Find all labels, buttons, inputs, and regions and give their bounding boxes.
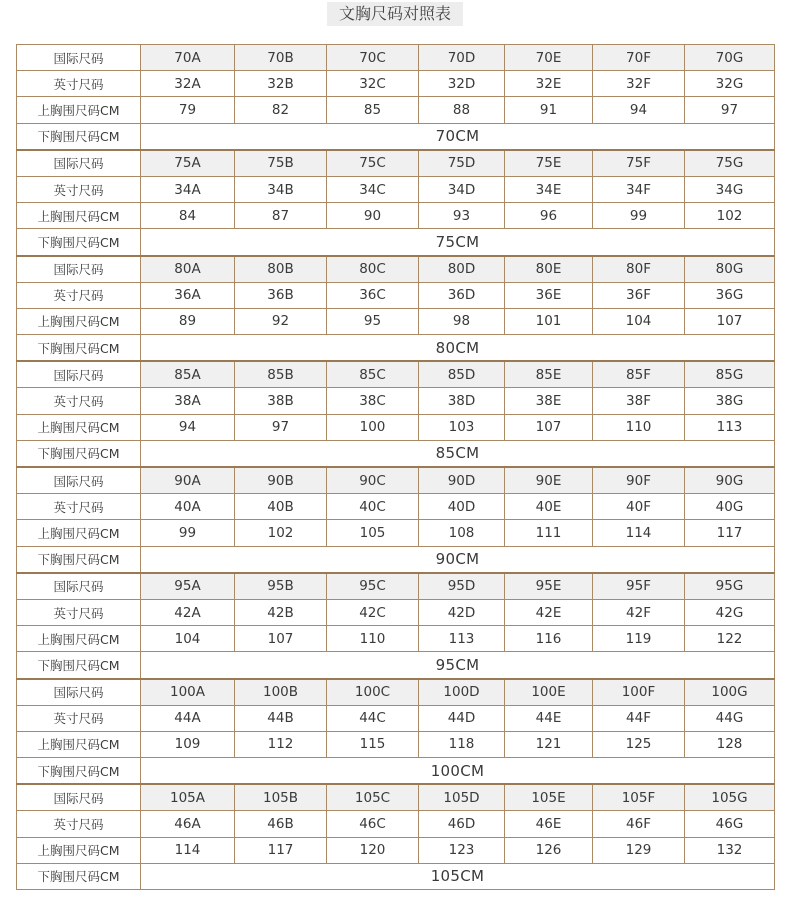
cell-over: 95 (327, 308, 419, 334)
cell-under: 80CM (141, 335, 775, 362)
cell-intl: 75D (419, 150, 505, 177)
cell-over: 129 (593, 837, 685, 863)
cell-inch: 44D (419, 705, 505, 731)
cell-inch: 36D (419, 282, 505, 308)
row-under (17, 440, 775, 467)
cell-intl: 95G (685, 573, 775, 600)
row-label-intl: 国际尺码 (17, 150, 141, 177)
cell-intl: 95F (593, 573, 685, 600)
cell-inch: 40B (235, 494, 327, 520)
row-intl (17, 150, 775, 177)
row-intl (17, 784, 775, 811)
cell-intl: 90G (685, 467, 775, 494)
cell-intl: 80A (141, 256, 235, 283)
cell-inch: 44G (685, 705, 775, 731)
row-label-intl: 国际尺码 (17, 256, 141, 283)
cell-over: 88 (419, 97, 505, 123)
row-label-over: 上胸围尺码CM (17, 626, 141, 652)
cell-inch: 46B (235, 811, 327, 837)
cell-inch: 38F (593, 388, 685, 414)
cell-intl: 90E (505, 467, 593, 494)
cell-intl: 95E (505, 573, 593, 600)
cell-intl: 90B (235, 467, 327, 494)
cell-under: 95CM (141, 652, 775, 679)
row-label-inch: 英寸尺码 (17, 494, 141, 520)
cell-over: 79 (141, 97, 235, 123)
cell-inch: 46C (327, 811, 419, 837)
cell-inch: 34D (419, 176, 505, 202)
cell-intl: 70E (505, 45, 593, 71)
cell-intl: 85F (593, 361, 685, 388)
cell-intl: 80C (327, 256, 419, 283)
row-label-inch: 英寸尺码 (17, 176, 141, 202)
cell-intl: 80E (505, 256, 593, 283)
cell-inch: 36G (685, 282, 775, 308)
cell-over: 132 (685, 837, 775, 863)
cell-over: 104 (141, 626, 235, 652)
row-intl (17, 45, 775, 71)
cell-inch: 42F (593, 599, 685, 625)
cell-over: 111 (505, 520, 593, 546)
cell-over: 110 (327, 626, 419, 652)
cell-over: 97 (235, 414, 327, 440)
cell-over: 102 (685, 203, 775, 229)
row-label-under: 下胸围尺码CM (17, 335, 141, 362)
row-intl (17, 573, 775, 600)
cell-intl: 70C (327, 45, 419, 71)
row-over (17, 97, 775, 123)
row-label-inch: 英寸尺码 (17, 388, 141, 414)
cell-inch: 46A (141, 811, 235, 837)
cell-inch: 40F (593, 494, 685, 520)
cell-inch: 34G (685, 176, 775, 202)
cell-intl: 85C (327, 361, 419, 388)
cell-intl: 75E (505, 150, 593, 177)
cell-over: 107 (505, 414, 593, 440)
cell-inch: 42G (685, 599, 775, 625)
cell-over: 120 (327, 837, 419, 863)
cell-over: 97 (685, 97, 775, 123)
cell-over: 113 (685, 414, 775, 440)
cell-over: 116 (505, 626, 593, 652)
row-label-intl: 国际尺码 (17, 467, 141, 494)
cell-inch: 34F (593, 176, 685, 202)
row-intl (17, 467, 775, 494)
cell-over: 121 (505, 731, 593, 757)
cell-intl: 85B (235, 361, 327, 388)
cell-inch: 44E (505, 705, 593, 731)
cell-intl: 75C (327, 150, 419, 177)
row-label-under: 下胸围尺码CM (17, 123, 141, 150)
row-label-under: 下胸围尺码CM (17, 440, 141, 467)
cell-over: 94 (593, 97, 685, 123)
row-label-inch: 英寸尺码 (17, 599, 141, 625)
row-label-intl: 国际尺码 (17, 679, 141, 706)
row-label-over: 上胸围尺码CM (17, 731, 141, 757)
row-label-under: 下胸围尺码CM (17, 546, 141, 573)
cell-inch: 44F (593, 705, 685, 731)
cell-over: 85 (327, 97, 419, 123)
row-inch (17, 705, 775, 731)
row-under (17, 229, 775, 256)
row-over (17, 626, 775, 652)
row-label-under: 下胸围尺码CM (17, 758, 141, 785)
cell-over: 82 (235, 97, 327, 123)
cell-over: 99 (141, 520, 235, 546)
cell-inch: 42D (419, 599, 505, 625)
cell-over: 109 (141, 731, 235, 757)
cell-inch: 42A (141, 599, 235, 625)
row-label-over: 上胸围尺码CM (17, 97, 141, 123)
cell-inch: 32A (141, 71, 235, 97)
cell-intl: 90C (327, 467, 419, 494)
cell-over: 107 (685, 308, 775, 334)
cell-inch: 40C (327, 494, 419, 520)
row-under (17, 758, 775, 785)
cell-inch: 34E (505, 176, 593, 202)
cell-intl: 70G (685, 45, 775, 71)
cell-inch: 36C (327, 282, 419, 308)
cell-over: 87 (235, 203, 327, 229)
row-label-inch: 英寸尺码 (17, 282, 141, 308)
row-inch (17, 494, 775, 520)
size-chart-table (16, 44, 775, 890)
row-label-under: 下胸围尺码CM (17, 229, 141, 256)
cell-inch: 46F (593, 811, 685, 837)
cell-under: 105CM (141, 863, 775, 889)
cell-under: 100CM (141, 758, 775, 785)
cell-inch: 32C (327, 71, 419, 97)
row-label-under: 下胸围尺码CM (17, 863, 141, 889)
cell-over: 128 (685, 731, 775, 757)
cell-intl: 80F (593, 256, 685, 283)
row-under (17, 863, 775, 889)
cell-over: 99 (593, 203, 685, 229)
cell-inch: 38E (505, 388, 593, 414)
page-title: 文胸尺码对照表 (327, 2, 463, 26)
cell-intl: 75A (141, 150, 235, 177)
cell-over: 90 (327, 203, 419, 229)
cell-over: 89 (141, 308, 235, 334)
cell-inch: 40E (505, 494, 593, 520)
cell-over: 101 (505, 308, 593, 334)
cell-over: 125 (593, 731, 685, 757)
cell-over: 112 (235, 731, 327, 757)
cell-over: 126 (505, 837, 593, 863)
cell-over: 114 (593, 520, 685, 546)
row-label-intl: 国际尺码 (17, 784, 141, 811)
cell-inch: 34A (141, 176, 235, 202)
cell-intl: 90A (141, 467, 235, 494)
cell-intl: 105B (235, 784, 327, 811)
cell-inch: 42C (327, 599, 419, 625)
cell-inch: 44A (141, 705, 235, 731)
row-over (17, 520, 775, 546)
row-label-over: 上胸围尺码CM (17, 308, 141, 334)
cell-intl: 85E (505, 361, 593, 388)
row-label-intl: 国际尺码 (17, 45, 141, 71)
cell-inch: 38C (327, 388, 419, 414)
row-inch (17, 282, 775, 308)
cell-intl: 80G (685, 256, 775, 283)
cell-inch: 32D (419, 71, 505, 97)
cell-inch: 38B (235, 388, 327, 414)
cell-intl: 105A (141, 784, 235, 811)
cell-intl: 105G (685, 784, 775, 811)
cell-intl: 100E (505, 679, 593, 706)
cell-over: 117 (235, 837, 327, 863)
row-label-intl: 国际尺码 (17, 573, 141, 600)
row-intl (17, 361, 775, 388)
cell-over: 103 (419, 414, 505, 440)
cell-over: 105 (327, 520, 419, 546)
cell-intl: 105F (593, 784, 685, 811)
title-bar (0, 0, 790, 34)
cell-intl: 105C (327, 784, 419, 811)
cell-inch: 42E (505, 599, 593, 625)
cell-intl: 90F (593, 467, 685, 494)
cell-over: 115 (327, 731, 419, 757)
cell-inch: 38A (141, 388, 235, 414)
cell-over: 123 (419, 837, 505, 863)
row-inch (17, 71, 775, 97)
cell-inch: 34C (327, 176, 419, 202)
cell-over: 84 (141, 203, 235, 229)
cell-under: 75CM (141, 229, 775, 256)
cell-intl: 70D (419, 45, 505, 71)
row-label-over: 上胸围尺码CM (17, 203, 141, 229)
row-over (17, 731, 775, 757)
cell-intl: 95B (235, 573, 327, 600)
row-label-over: 上胸围尺码CM (17, 414, 141, 440)
cell-over: 108 (419, 520, 505, 546)
cell-intl: 90D (419, 467, 505, 494)
cell-under: 70CM (141, 123, 775, 150)
cell-inch: 34B (235, 176, 327, 202)
cell-intl: 100C (327, 679, 419, 706)
cell-intl: 85G (685, 361, 775, 388)
cell-inch: 36A (141, 282, 235, 308)
row-label-over: 上胸围尺码CM (17, 520, 141, 546)
size-chart-body (17, 45, 775, 890)
row-label-inch: 英寸尺码 (17, 71, 141, 97)
row-inch (17, 811, 775, 837)
cell-intl: 95D (419, 573, 505, 600)
row-under (17, 652, 775, 679)
row-inch (17, 388, 775, 414)
row-over (17, 837, 775, 863)
cell-inch: 36B (235, 282, 327, 308)
cell-over: 91 (505, 97, 593, 123)
row-under (17, 123, 775, 150)
row-label-under: 下胸围尺码CM (17, 652, 141, 679)
row-intl (17, 679, 775, 706)
cell-intl: 75B (235, 150, 327, 177)
row-inch (17, 176, 775, 202)
cell-intl: 70B (235, 45, 327, 71)
cell-intl: 80B (235, 256, 327, 283)
cell-over: 113 (419, 626, 505, 652)
cell-inch: 40G (685, 494, 775, 520)
cell-intl: 95C (327, 573, 419, 600)
row-over (17, 203, 775, 229)
cell-over: 110 (593, 414, 685, 440)
cell-intl: 70A (141, 45, 235, 71)
cell-inch: 46E (505, 811, 593, 837)
cell-over: 94 (141, 414, 235, 440)
cell-over: 107 (235, 626, 327, 652)
cell-intl: 85A (141, 361, 235, 388)
cell-over: 98 (419, 308, 505, 334)
cell-intl: 100D (419, 679, 505, 706)
cell-over: 118 (419, 731, 505, 757)
cell-intl: 100F (593, 679, 685, 706)
row-label-over: 上胸围尺码CM (17, 837, 141, 863)
row-under (17, 546, 775, 573)
cell-inch: 42B (235, 599, 327, 625)
row-inch (17, 599, 775, 625)
cell-over: 100 (327, 414, 419, 440)
cell-inch: 46G (685, 811, 775, 837)
cell-intl: 70F (593, 45, 685, 71)
cell-inch: 38D (419, 388, 505, 414)
cell-over: 92 (235, 308, 327, 334)
cell-inch: 32G (685, 71, 775, 97)
cell-over: 117 (685, 520, 775, 546)
cell-over: 93 (419, 203, 505, 229)
cell-intl: 100G (685, 679, 775, 706)
row-label-intl: 国际尺码 (17, 361, 141, 388)
cell-intl: 105E (505, 784, 593, 811)
cell-intl: 75F (593, 150, 685, 177)
cell-inch: 44C (327, 705, 419, 731)
cell-intl: 75G (685, 150, 775, 177)
cell-over: 104 (593, 308, 685, 334)
row-intl (17, 256, 775, 283)
cell-over: 122 (685, 626, 775, 652)
cell-under: 90CM (141, 546, 775, 573)
cell-inch: 32B (235, 71, 327, 97)
cell-over: 96 (505, 203, 593, 229)
cell-inch: 36E (505, 282, 593, 308)
cell-intl: 80D (419, 256, 505, 283)
row-under (17, 335, 775, 362)
cell-over: 102 (235, 520, 327, 546)
cell-intl: 100B (235, 679, 327, 706)
cell-inch: 36F (593, 282, 685, 308)
cell-inch: 44B (235, 705, 327, 731)
cell-inch: 40D (419, 494, 505, 520)
cell-intl: 95A (141, 573, 235, 600)
row-label-inch: 英寸尺码 (17, 705, 141, 731)
cell-inch: 32E (505, 71, 593, 97)
cell-inch: 38G (685, 388, 775, 414)
cell-over: 114 (141, 837, 235, 863)
row-over (17, 414, 775, 440)
cell-intl: 85D (419, 361, 505, 388)
cell-intl: 105D (419, 784, 505, 811)
row-label-inch: 英寸尺码 (17, 811, 141, 837)
cell-inch: 46D (419, 811, 505, 837)
row-over (17, 308, 775, 334)
cell-inch: 32F (593, 71, 685, 97)
cell-inch: 40A (141, 494, 235, 520)
cell-over: 119 (593, 626, 685, 652)
cell-under: 85CM (141, 440, 775, 467)
cell-intl: 100A (141, 679, 235, 706)
